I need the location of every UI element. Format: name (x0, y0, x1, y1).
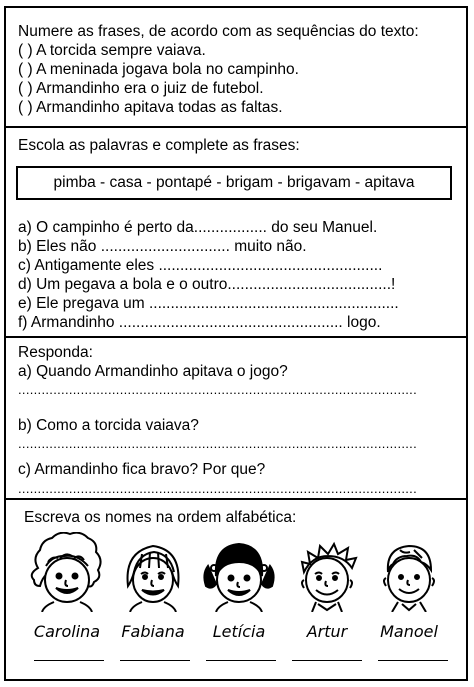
section-title: Numere as frases, de acordo com as sequências do texto: (18, 23, 419, 40)
name-label: Artur (306, 622, 348, 641)
question: c) Armandinho fica bravo? Por que? (18, 461, 266, 478)
sequence-section (4, 6, 468, 128)
carolina-face-icon (28, 532, 106, 612)
question: b) Como a torcida vaiava? (18, 417, 199, 434)
list-item: e) Ele pregava um .......................................................... (18, 295, 399, 312)
name-label: Letícia (212, 622, 266, 641)
word-bank: pimba - casa - pontapé - brigam - brigavam - apitava (16, 166, 452, 200)
leticia-face-icon (200, 532, 278, 612)
complete-sentences-section (4, 126, 468, 338)
name-label: Fabiana (121, 622, 185, 641)
question: a) Quando Armandinho apitava o jogo? (18, 363, 288, 380)
name-label: Manoel (380, 622, 438, 641)
answer-line[interactable] (292, 660, 362, 661)
list-item: ( ) Armandinho apitava todas as faltas. (18, 99, 283, 116)
list-item: f) Armandinho .................................................... logo. (18, 314, 381, 331)
section-title: Responda: (18, 344, 93, 361)
answer-line[interactable] (378, 660, 448, 661)
manoel-face-icon (370, 532, 448, 612)
artur-face-icon (288, 532, 366, 612)
answer-line[interactable] (34, 660, 104, 661)
answer-line[interactable]: ...................................................................................................... (18, 436, 418, 451)
fabiana-face-icon (114, 532, 192, 612)
section-title: Escola as palavras e complete as frases: (18, 137, 300, 154)
list-item: ( ) Armandinho era o juiz de futebol. (18, 80, 264, 97)
list-item: ( ) A meninada jogava bola no campinho. (18, 61, 299, 78)
section-title: Escreva os nomes na ordem alfabética: (24, 509, 297, 526)
alphabetical-order-section (4, 498, 468, 681)
answer-line[interactable]: ...................................................................................................... (18, 481, 418, 496)
answer-line[interactable] (206, 660, 276, 661)
list-item: ( ) A torcida sempre vaiava. (18, 42, 206, 59)
name-label: Carolina (33, 622, 101, 641)
answer-line[interactable] (120, 660, 190, 661)
answer-line[interactable]: ...................................................................................................... (18, 382, 418, 397)
list-item: b) Eles não .............................. muito não. (18, 238, 307, 255)
questions-section (4, 336, 468, 500)
list-item: a) O campinho é perto da................. do seu Manuel. (18, 219, 378, 236)
list-item: d) Um pegava a bola e o outro......................................! (18, 276, 396, 293)
list-item: c) Antigamente eles .................................................... (18, 257, 383, 274)
